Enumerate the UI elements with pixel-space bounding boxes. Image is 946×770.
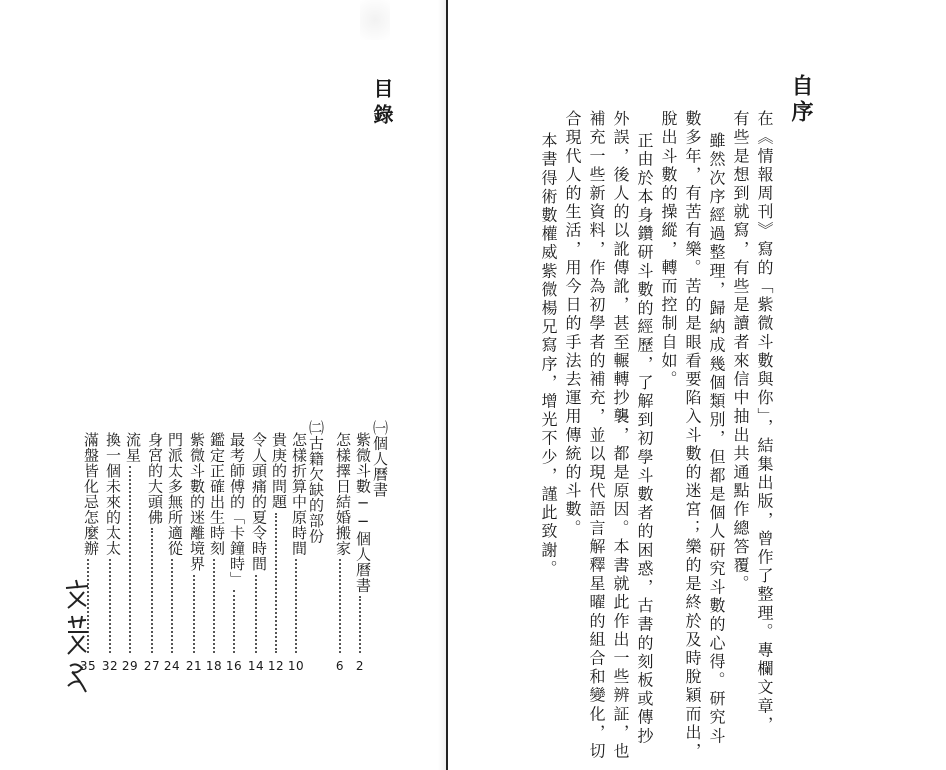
toc-leader-dots	[129, 466, 131, 653]
right-page	[452, 0, 946, 770]
toc-entry-label: 怎樣折算中原時間	[290, 432, 308, 556]
toc-entry	[142, 432, 162, 672]
preface-line: 本書得術數權威紫微楊兄寫序，增光不少，謹此致謝。	[539, 132, 558, 579]
preface-line: 數多年，有苦有樂。苦的是眼看要陷入斗數的迷宮；樂的是終於及時脫穎而出，	[683, 110, 702, 761]
toc-entry	[120, 432, 140, 672]
book-spine	[446, 0, 448, 770]
preface-line: 在《情報周刊》寫的「紫微斗數與你」，結集出版，曾作了整理。專欄文章，	[755, 110, 774, 735]
toc-entry	[246, 432, 266, 672]
toc-leader-dots	[151, 528, 153, 653]
toc-entry-label: 最考師傅的「卡鐘時」	[228, 432, 246, 587]
scan-smudge	[360, 0, 390, 40]
toc-leader-dots	[295, 559, 297, 653]
toc-entry-page: 12	[267, 659, 285, 673]
toc-entry-label: 換一個未來的太太	[104, 432, 122, 556]
toc-entry-page: 35	[79, 659, 97, 673]
toc-leader-dots	[275, 513, 277, 654]
toc-title: 目錄	[370, 78, 394, 130]
preface-line: 外誤，後人的以訛傳訛，甚至輾轉抄襲，都是原因。本書就此作出一些辨証，也	[611, 110, 630, 761]
toc-entry-label: 鑑定正確出生時刻	[208, 432, 226, 556]
toc-leader-dots	[109, 559, 111, 653]
left-page	[0, 0, 452, 770]
toc-leader-dots	[359, 596, 361, 653]
toc-entry-page: 27	[143, 659, 161, 673]
toc-leader-dots	[255, 575, 257, 654]
spine-shadow	[438, 0, 446, 770]
toc-entry	[330, 432, 350, 672]
toc-entry	[184, 432, 204, 672]
toc-entry-label: 貴庚的問題	[270, 432, 288, 510]
toc-entry-page: 32	[101, 659, 119, 673]
toc-entry	[308, 420, 323, 660]
toc-entry	[266, 432, 286, 672]
toc-entry	[100, 432, 120, 672]
toc-entry-label: 紫微斗數的迷離境界	[188, 432, 206, 572]
toc-entry	[224, 432, 244, 672]
preface-line: 正由於本身鑽研斗數的經歷，了解到初學斗數者的困惑，古書的刻板或傳抄	[635, 132, 654, 746]
toc-entry-label: ㈠個人曆書	[371, 420, 389, 498]
preface-line: 雖然次序經過整理，歸納成幾個類別，但都是個人研究斗數的心得。研究斗	[707, 132, 726, 746]
toc-entry-label: 令人頭痛的夏令時間	[250, 432, 268, 572]
toc-entry	[162, 432, 182, 672]
toc-entry-label: 身宮的大頭佛	[146, 432, 164, 525]
toc-entry-page: 16	[225, 659, 243, 673]
toc-entry-page: 29	[121, 659, 139, 673]
toc-entry-page: 21	[185, 659, 203, 673]
toc-entry-label: ㈡古籍欠缺的部份	[307, 420, 325, 544]
toc-entry-page: 14	[247, 659, 265, 673]
preface-line: 合現代人的生活，用今日的手法去運用傳統的斗數。	[563, 110, 582, 538]
toc-leader-dots	[213, 559, 215, 653]
toc-leader-dots	[233, 590, 235, 653]
preface-line: 補充一些新資料，作為初學者的補充，並以現代語言解釋星曜的組合和變化，切	[587, 110, 606, 761]
toc-entry-page: 10	[287, 659, 305, 673]
toc-entry-label: 門派太多無所適從	[166, 432, 184, 556]
toc-entry-label: 滿盤皆化忌怎麼辦	[82, 432, 100, 556]
toc-entry-label: 紫微斗數──個人曆書	[354, 432, 372, 593]
toc-leader-dots	[171, 559, 173, 653]
toc-entry	[286, 432, 306, 672]
toc-entry-page: 24	[163, 659, 181, 673]
toc-leader-dots	[339, 559, 341, 653]
toc-entry	[204, 432, 224, 672]
author-signature	[62, 576, 92, 696]
toc-leader-dots	[193, 575, 195, 654]
toc-entry-page: 6	[335, 659, 345, 673]
preface-title: 自序	[788, 74, 814, 126]
toc-entry	[372, 420, 387, 660]
toc-entry-label: 流星	[124, 432, 142, 463]
toc-entry-page: 18	[205, 659, 223, 673]
toc-entry	[350, 432, 370, 672]
preface-line: 脫出斗數的操縱，轉而控制自如。	[659, 110, 678, 389]
toc-entry-page: 2	[355, 659, 365, 673]
preface-line: 有些是想到就寫，有些是讀者來信中抽出共通點作總答覆。	[731, 110, 750, 594]
toc-entry-label: 怎樣擇日結婚搬家	[334, 432, 352, 556]
